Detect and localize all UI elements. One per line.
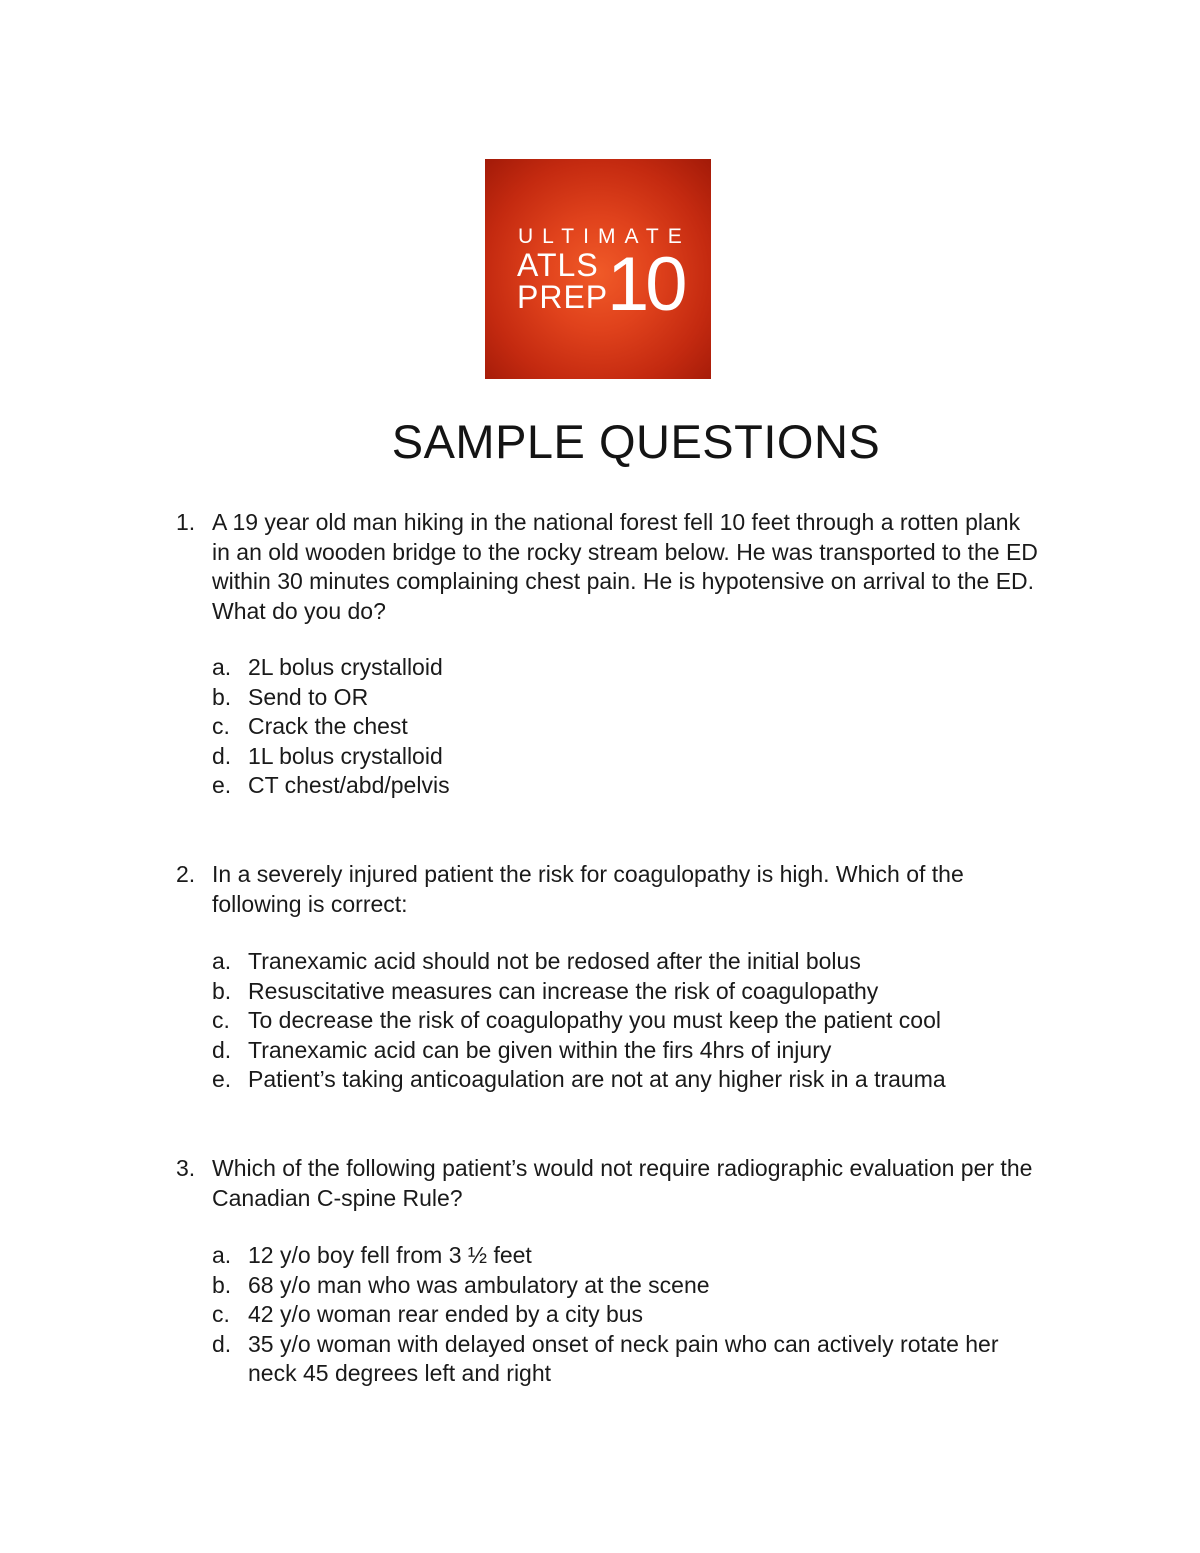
option-text: To decrease the risk of coagulopathy you must keep the patient cool bbox=[248, 1007, 941, 1033]
option-text: Tranexamic acid should not be redosed after the initial bolus bbox=[248, 948, 861, 974]
question-line: Canadian C-spine Rule? bbox=[212, 1184, 463, 1211]
answer-option bbox=[212, 1271, 710, 1301]
question-line: within 30 minutes complaining chest pain. He is hypotensive on arrival to the ED. bbox=[212, 568, 1035, 594]
answer-option bbox=[212, 1241, 532, 1271]
question-text bbox=[212, 860, 1072, 919]
option-line: neck 45 degrees left and right bbox=[248, 1360, 552, 1386]
option-text: 68 y/o man who was ambulatory at the scene bbox=[248, 1271, 710, 1298]
question-line: in an old wooden bridge to the rocky stream below. He was transported to the ED bbox=[212, 538, 1038, 565]
option-letter: d. bbox=[212, 1036, 232, 1063]
option-text: Resuscitative measures can increase the risk of coagulopathy bbox=[248, 977, 879, 1004]
option-text: Send to OR bbox=[248, 683, 369, 710]
option-letter: c. bbox=[212, 713, 230, 739]
logo-line-atls: ATLS bbox=[517, 247, 599, 283]
answer-option bbox=[212, 977, 878, 1007]
option-text: 1L bolus crystalloid bbox=[248, 742, 443, 769]
option-text: 42 y/o woman rear ended by a city bus bbox=[248, 1301, 644, 1327]
answer-option bbox=[212, 771, 450, 801]
answer-option bbox=[212, 1300, 643, 1330]
question-number: 2. bbox=[176, 861, 196, 887]
logo-line-ultimate: ULTIMATE bbox=[518, 225, 691, 248]
ultimate-atls-prep-10-logo bbox=[485, 159, 711, 379]
logo-number: 10 bbox=[607, 242, 684, 327]
option-letter: b. bbox=[212, 683, 232, 710]
option-letter: e. bbox=[212, 1066, 232, 1092]
option-text: CT chest/abd/pelvis bbox=[248, 772, 450, 798]
question-line: A 19 year old man hiking in the national forest fell 10 feet through a rotten plank bbox=[212, 509, 1021, 535]
question-number: 1. bbox=[176, 509, 196, 535]
question-text bbox=[212, 508, 1072, 626]
answer-option bbox=[212, 1006, 941, 1036]
option-text: Tranexamic acid can be given within the firs 4hrs of injury bbox=[248, 1036, 832, 1063]
answer-option bbox=[212, 653, 443, 683]
answer-option bbox=[212, 947, 861, 977]
question-line: What do you do? bbox=[212, 597, 386, 624]
question-number: 3. bbox=[176, 1155, 196, 1181]
question-line: In a severely injured patient the risk for coagulopathy is high. Which of the bbox=[212, 861, 964, 887]
question-line: following is correct: bbox=[212, 890, 408, 917]
option-letter: a. bbox=[212, 948, 232, 974]
option-letter: a. bbox=[212, 654, 232, 680]
answer-option bbox=[212, 1036, 831, 1066]
answer-option bbox=[212, 1330, 999, 1389]
answer-option bbox=[212, 1065, 946, 1095]
option-letter: b. bbox=[212, 977, 232, 1004]
option-letter: a. bbox=[212, 1242, 232, 1268]
answer-option bbox=[212, 683, 368, 713]
option-letter: d. bbox=[212, 1330, 232, 1357]
option-letter: c. bbox=[212, 1007, 230, 1033]
page-title: SAMPLE QUESTIONS bbox=[391, 415, 881, 468]
option-letter: b. bbox=[212, 1271, 232, 1298]
option-text: 12 y/o boy fell from 3 ½ feet bbox=[248, 1242, 532, 1268]
logo-graphic bbox=[485, 159, 711, 379]
answer-option bbox=[212, 712, 408, 742]
answer-option bbox=[212, 742, 443, 772]
option-letter: c. bbox=[212, 1301, 230, 1327]
option-text: Patient’s taking anticoagulation are not at any higher risk in a trauma bbox=[248, 1066, 946, 1092]
option-text: Crack the chest bbox=[248, 713, 408, 739]
option-text: 2L bolus crystalloid bbox=[248, 654, 443, 680]
option-letter: e. bbox=[212, 772, 232, 798]
option-text bbox=[248, 1330, 999, 1389]
option-line: 35 y/o woman with delayed onset of neck pain who can actively rotate her bbox=[248, 1330, 999, 1357]
question-line: Which of the following patient’s would not require radiographic evaluation per the bbox=[212, 1155, 1033, 1181]
question-text bbox=[212, 1154, 1072, 1213]
option-letter: d. bbox=[212, 742, 232, 769]
logo-line-prep: PREP bbox=[517, 279, 609, 315]
